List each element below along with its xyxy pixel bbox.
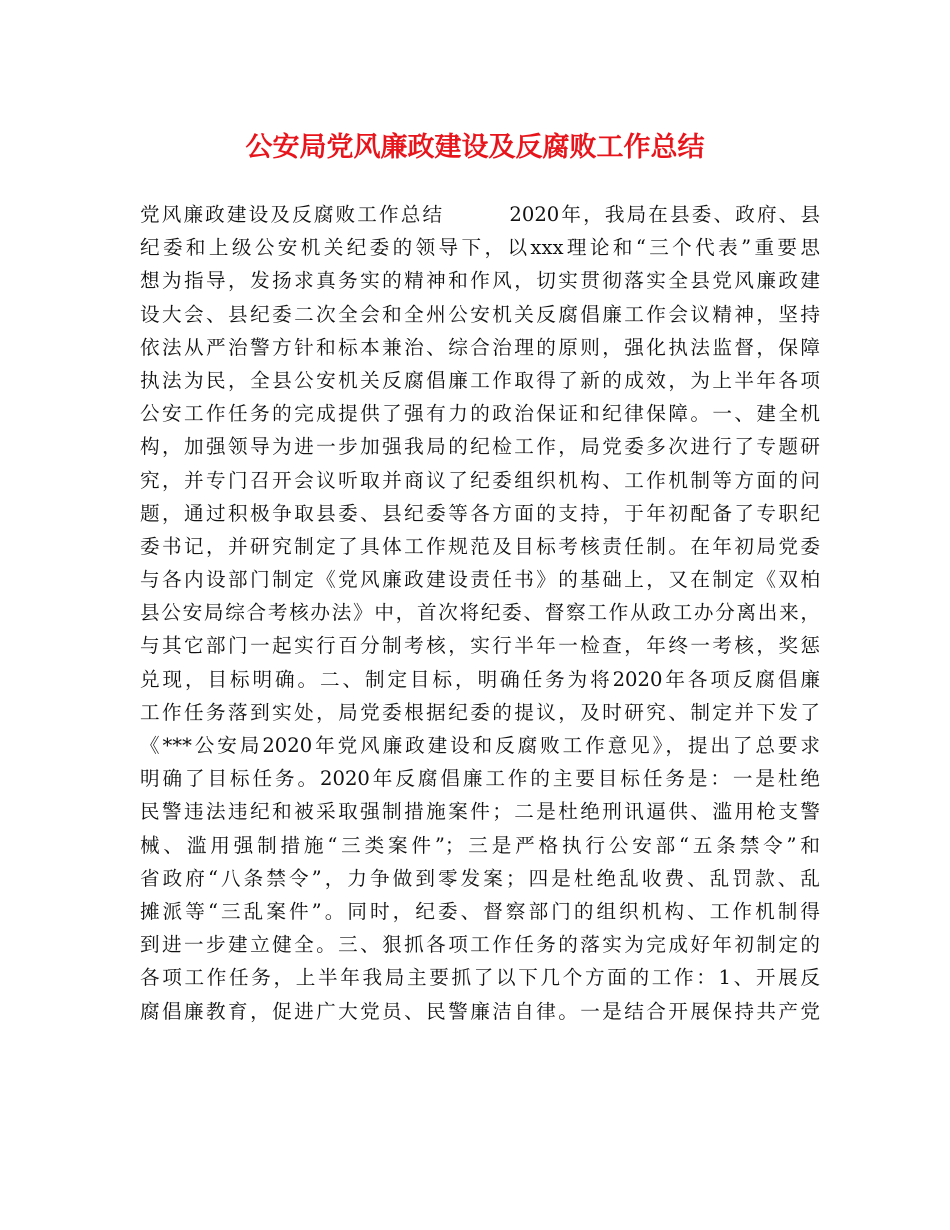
body-line: 与各内设部门制定《党风廉政建设责任书》的基础上，又在制定《双柏 — [140, 568, 820, 592]
body-line: 公安工作任务的完成提供了强有力的政治保证和纪律保障。一、建全机 — [140, 402, 820, 426]
body-line: 党风廉政建设及反腐败工作总结 2020年，我局在县委、政府、县 — [140, 203, 820, 226]
body-line: 械、滥用强制措施“三类案件”；三是严格执行公安部“五条禁令”和 — [140, 833, 820, 857]
body-line: 构，加强领导为进一步加强我局的纪检工作，局党委多次进行了专题研 — [140, 435, 820, 459]
body-line: 想为指导，发扬求真务实的精神和作风，切实贯彻落实全县党风廉政建 — [140, 269, 820, 293]
body-line: 摊派等“三乱案件”。同时，纪委、督察部门的组织机构、工作机制得 — [140, 899, 820, 923]
body-line: 省政府“八条禁令”，力争做到零发案；四是杜绝乱收费、乱罚款、乱 — [140, 866, 820, 890]
body-line: 腐倡廉教育，促进广大党员、民警廉洁自律。一是结合开展保持共产党 — [140, 999, 820, 1023]
body-line: 工作任务落到实处，局党委根据纪委的提议，及时研究、制定并下发了 — [140, 700, 820, 724]
document-body — [140, 198, 820, 1028]
body-line: 委书记，并研究制定了具体工作规范及目标考核责任制。在年初局党委 — [140, 534, 820, 558]
body-line: 纪委和上级公安机关纪委的领导下，以xxx理论和“三个代表”重要思 — [140, 236, 820, 260]
body-line: 依法从严治警方针和标本兼治、综合治理的原则，强化执法监督，保障 — [140, 335, 820, 359]
body-line: 与其它部门一起实行百分制考核，实行半年一检查，年终一考核，奖惩 — [140, 634, 820, 658]
body-line: 县公安局综合考核办法》中，首次将纪委、督察工作从政工办分离出来， — [140, 601, 820, 625]
body-line: 究，并专门召开会议听取并商议了纪委组织机构、工作机制等方面的问 — [140, 468, 820, 492]
body-line: 执法为民，全县公安机关反腐倡廉工作取得了新的成效，为上半年各项 — [140, 368, 820, 392]
body-line: 《***公安局2020年党风廉政建设和反腐败工作意见》，提出了总要求 — [140, 734, 820, 757]
body-line: 到进一步建立健全。三、狠抓各项工作任务的落实为完成好年初制定的 — [140, 933, 820, 957]
body-line: 兑现，目标明确。二、制定目标，明确任务为将2020年各项反腐倡廉 — [140, 667, 820, 691]
body-line: 题，通过积极争取县委、县纪委等各方面的支持，于年初配备了专职纪 — [140, 501, 820, 525]
body-line: 设大会、县纪委二次全会和全州公安机关反腐倡廉工作会议精神，坚持 — [140, 302, 820, 326]
body-line: 民警违法违纪和被采取强制措施案件；二是杜绝刑讯逼供、滥用枪支警 — [140, 800, 820, 824]
body-line: 明确了目标任务。2020年反腐倡廉工作的主要目标任务是：一是杜绝 — [140, 767, 820, 791]
body-line: 各项工作任务，上半年我局主要抓了以下几个方面的工作：1、开展反 — [140, 966, 820, 990]
document-title: 公安局党风廉政建设及反腐败工作总结 — [245, 132, 705, 163]
